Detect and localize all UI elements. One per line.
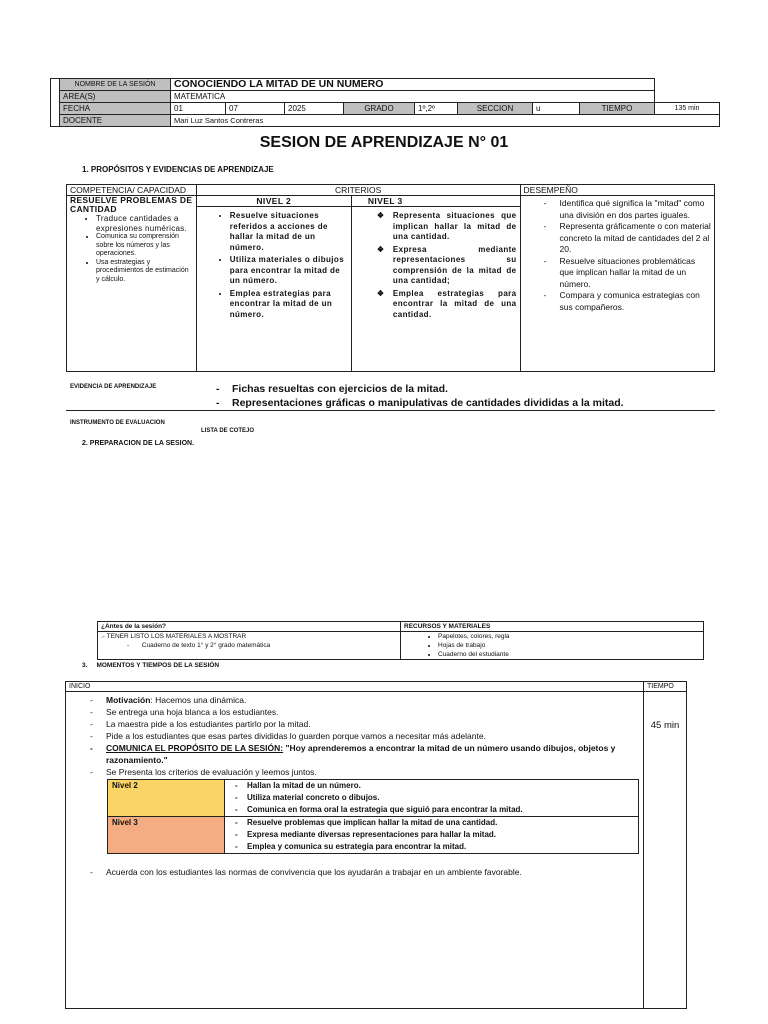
proposito-text: "Hoy aprenderemos a encontrar la mitad de un número usando dibujos, objetos y razonamiento." bbox=[106, 743, 616, 765]
antes-sub: - Cuaderno de texto 1° y 2° grado matemática bbox=[127, 642, 271, 649]
nivel3-item: - Expresa mediante diversas representaciones para hallar la mitad. bbox=[247, 829, 634, 841]
instrumento-value: LISTA DE COTEJO bbox=[201, 428, 255, 434]
material-item: • Hojas de trabajo bbox=[438, 641, 700, 650]
nivel3-criterios-list bbox=[355, 211, 517, 320]
session-header-table bbox=[50, 78, 720, 127]
momentos-table bbox=[65, 681, 687, 1009]
criterio-item: ❖ Representa situaciones que implican hallar la mitad de una cantidad. bbox=[393, 211, 517, 243]
capacidad-item: • Traduce cantidades a expresiones numéricas. bbox=[96, 214, 193, 233]
nivel2-items bbox=[229, 780, 634, 816]
evidencia-list bbox=[216, 382, 624, 410]
session-name-label: NOMBRE DE LA SESIÓN bbox=[60, 79, 171, 91]
capacidad-item: • Comunica su comprensión sobre los números y las operaciones. bbox=[96, 233, 193, 259]
capacidades-list bbox=[70, 214, 193, 284]
tiempo-value: 135 min bbox=[655, 103, 720, 115]
fecha-month: 07 bbox=[226, 103, 285, 115]
area-value: MATEMATICA bbox=[171, 91, 655, 103]
fecha-year: 2025 bbox=[285, 103, 344, 115]
nivel2-criterios-cell bbox=[196, 207, 351, 372]
section-3-title: 3. MOMENTOS Y TIEMPOS DE LA SESIÓN bbox=[82, 662, 220, 669]
inicio-steps bbox=[70, 694, 639, 778]
seccion-value: u bbox=[533, 103, 580, 115]
nivel2-criterios-list bbox=[200, 211, 348, 320]
header-left-strip bbox=[51, 79, 60, 127]
nivel3-criterios-cell bbox=[351, 207, 520, 372]
antes-cell bbox=[98, 632, 401, 660]
step-item: - Pide a los estudiantes que esas partes divididas lo guarden porque vamos a necesitar más adelante. bbox=[106, 730, 639, 742]
nivel3-item: - Resuelve problemas que implican hallar la mitad de una cantidad. bbox=[247, 817, 634, 829]
desempeno-item: - Identifica qué significa la "mitad" como una división en dos partes iguales. bbox=[560, 198, 711, 221]
nivel2-header: NIVEL 2 bbox=[196, 196, 351, 207]
tiempo-label: TIEMPO bbox=[580, 103, 655, 115]
section-1-title: 1. PROPÓSITOS Y EVIDENCIAS DE APRENDIZAJE bbox=[82, 165, 274, 174]
instrumento-label: INSTRUMENTO DE EVALUACION bbox=[70, 420, 165, 426]
col-criterios-header: CRITERIOS bbox=[196, 185, 520, 196]
nivel2-item: - Hallan la mitad de un número. bbox=[247, 780, 634, 792]
fecha-label: FECHA bbox=[60, 103, 171, 115]
nivel3-items-cell bbox=[225, 817, 639, 854]
capacidad-item: • Usa estrategias y procedimientos de estimación y cálculo. bbox=[96, 259, 193, 285]
nivel3-label: Nivel 3 bbox=[108, 817, 225, 854]
inicio-cell bbox=[66, 692, 644, 1009]
material-item: • Papelotes, colores, regla bbox=[438, 632, 700, 641]
criterio-item: ❖ Expresa mediante representaciones su comprensión de la mitad de una cantidad; bbox=[393, 245, 517, 287]
nivel3-header: NIVEL 3 bbox=[351, 196, 520, 207]
docente-value: Mari Luz Santos Contreras bbox=[171, 115, 720, 127]
col-tiempo-header: TIEMPO bbox=[644, 682, 687, 692]
nivel2-item: - Comunica en forma oral la estrategia que siguió para encontrar la mitad. bbox=[247, 804, 634, 816]
motivacion-item bbox=[106, 694, 639, 706]
desempeno-item: - Resuelve situaciones problemáticas que implican hallar la mitad de un número. bbox=[560, 256, 711, 291]
area-label: AREA(S) bbox=[60, 91, 171, 103]
evidencia-item: - Representaciones gráficas o manipulativas de cantidades divididas a la mitad. bbox=[216, 396, 624, 410]
col-antes-header: ¿Antes de la sesión? bbox=[98, 622, 401, 632]
section-2-title: 2. PREPARACION DE LA SESION. bbox=[82, 440, 195, 447]
proposito-item bbox=[106, 742, 639, 766]
criterio-item: • Resuelve situaciones referidos a acciones de hallar la mitad de un número. bbox=[230, 211, 348, 253]
fecha-day: 01 bbox=[171, 103, 226, 115]
normas-list bbox=[70, 866, 639, 878]
recursos-table bbox=[97, 621, 704, 660]
motivacion-text: : Hacemos una dinámica. bbox=[150, 695, 247, 705]
material-item: • Cuaderno del estudiante bbox=[438, 650, 700, 659]
docente-label: DOCENTE bbox=[60, 115, 171, 127]
competencias-table bbox=[66, 184, 715, 372]
motivacion-label: Motivación bbox=[106, 695, 151, 705]
evidencia-item: - Fichas resueltas con ejercicios de la mitad. bbox=[216, 382, 624, 396]
niveles-table bbox=[107, 779, 639, 854]
nivel2-item: - Utiliza material concreto o dibujos. bbox=[247, 792, 634, 804]
desempeno-list bbox=[524, 198, 711, 313]
page-title: SESION DE APRENDIZAJE N° 01 bbox=[259, 134, 509, 151]
tiempo-cell bbox=[644, 692, 687, 1009]
materiales-cell bbox=[401, 632, 704, 660]
criterio-item: ❖ Emplea estrategias para encontrar la mitad de una cantidad. bbox=[393, 289, 517, 321]
competencia-cell bbox=[67, 196, 197, 372]
tiempo-value-inicio: 45 min bbox=[650, 720, 680, 731]
step-item: - La maestra pide a los estudiantes partirlo por la mitad. bbox=[106, 718, 639, 730]
nivel2-label: Nivel 2 bbox=[108, 780, 225, 817]
proposito-label: COMUNICA EL PROPÓSITO DE LA SESIÓN: bbox=[106, 743, 284, 753]
evidencia-label: EVIDENCIA DE APRENDIZAJE bbox=[70, 384, 157, 390]
col-competencia-header: COMPETENCIA/ CAPACIDAD bbox=[67, 185, 197, 196]
desempeno-cell bbox=[520, 196, 714, 372]
criterio-item: • Utiliza materiales o dibujos para encontrar la mitad de un número. bbox=[230, 255, 348, 287]
nivel2-items-cell bbox=[225, 780, 639, 817]
nivel3-item: - Emplea y comunica su estrategia para encontrar la mitad. bbox=[247, 841, 634, 853]
seccion-label: SECCION bbox=[458, 103, 533, 115]
col-desempeno-header: DESEMPEÑO bbox=[520, 185, 714, 196]
evidencia-divider bbox=[66, 410, 715, 411]
criterio-item: • Emplea estrategias para encontrar la mitad de un número. bbox=[230, 289, 348, 321]
desempeno-item: - Representa gráficamente o con material concreto la mitad de cantidades del 2 al 20. bbox=[560, 221, 711, 256]
col-recursos-header: RECURSOS Y MATERIALES bbox=[401, 622, 704, 632]
antes-line: .- TENER LISTO LOS MATERIALES A MOSTRAR bbox=[101, 633, 247, 640]
session-name-value: CONOCIENDO LA MITAD DE UN NUMERO bbox=[171, 79, 655, 91]
desempeno-item: - Compara y comunica estrategias con sus compañeros. bbox=[560, 290, 711, 313]
normas-item: - Acuerda con los estudiantes las normas de convivencia que los ayudarán a trabajar en un ambiente favorable. bbox=[106, 866, 639, 878]
materiales-list bbox=[404, 632, 700, 659]
col-inicio-header: INICIO bbox=[66, 682, 644, 692]
grado-label: GRADO bbox=[344, 103, 415, 115]
competencia-title: RESUELVE PROBLEMAS DE CANTIDAD bbox=[70, 195, 193, 214]
grado-value: 1º,2º bbox=[415, 103, 458, 115]
step-item: - Se entrega una hoja blanca a los estudiantes. bbox=[106, 706, 639, 718]
nivel3-items bbox=[229, 817, 634, 853]
criterios-intro: - Se Presenta los criterios de evaluación y leemos juntos. bbox=[106, 766, 639, 778]
